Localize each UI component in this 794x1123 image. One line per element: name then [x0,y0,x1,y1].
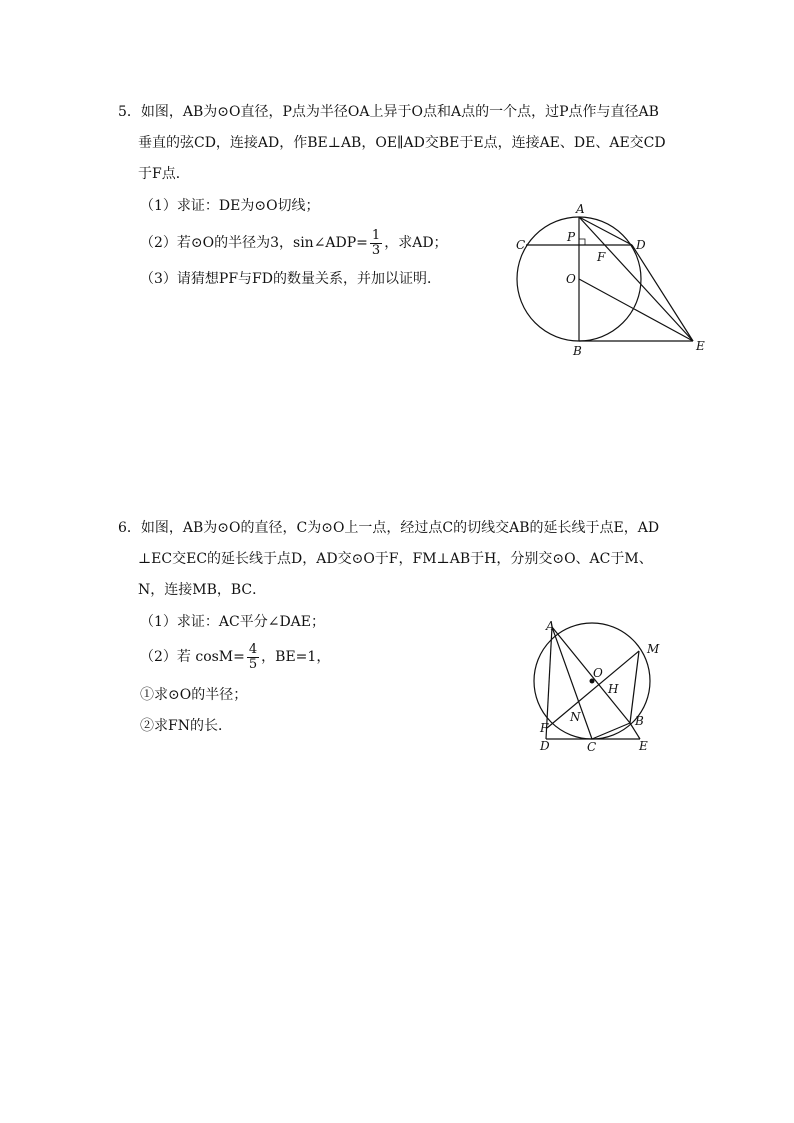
problem6-line2: ⊥EC交EC的延长线于点D，AD交⊙O于F，FM⊥AB于H，分别交⊙O、AC于M、 [138,551,653,567]
problem5-fraction-denominator: 3 [371,242,381,258]
label-m: M [647,642,660,656]
label-e: E [696,339,705,353]
problem6-subquestion1: ①求⊙O的半径； [140,687,248,703]
problem6-question2 [140,640,330,674]
label-d: D [636,238,646,252]
label-n: N [570,710,581,724]
label-c: C [516,238,526,252]
problem5-figure [505,195,725,365]
problem6-fraction-denominator: 5 [248,656,258,672]
problem5-fraction [370,229,382,258]
problem6-line1: 6．如图，AB为⊙O的直径，C为⊙O上一点，经过点C的切线交AB的延长线于点E，AD [118,520,660,536]
problem5-q2-prefix: （2）若⊙O的半径为3，sin∠ADP= [140,235,368,251]
problem5-question3: （3）请猜想PF与FD的数量关系，并加以证明． [140,271,441,287]
right-angle-marker [579,239,585,245]
segment-mb [630,651,639,723]
segment-ad [579,217,632,245]
problem5-line3: 于F点． [138,166,190,182]
problem6-q2-prefix: （2）若 cosM= [140,649,245,665]
segment-de [632,245,693,341]
problem6-fraction [247,643,259,672]
segment-oe [579,279,693,341]
problem6-fraction-numerator: 4 [248,641,258,657]
label-o: O [593,666,603,680]
segment-ae [579,217,693,341]
label-a: A [576,202,585,216]
label-o: O [566,272,576,286]
label-f: F [597,250,606,264]
label-e: E [639,739,648,753]
diameter-ab [552,627,630,723]
problem5-q2-suffix: ，求AD； [384,235,448,251]
label-a: A [546,619,555,633]
segment-bc [592,723,630,739]
problem5-line2: 垂直的弦CD，连接AD，作BE⊥AB，OE∥AD交BE于E点，连接AE、DE、AE交CD [138,135,666,151]
problem6-line3: N，连接MB，BC． [138,582,267,598]
label-b: B [635,714,644,728]
label-c: C [587,740,597,754]
problem5-question1: （1）求证：DE为⊙O切线； [140,198,320,214]
problem6-question1: （1）求证：AC平分∠DAE； [140,614,326,630]
problem5-line1: 5．如图，AB为⊙O直径，P点为半径OA上异于O点和A点的一个点，过P点作与直径AB [118,104,659,120]
label-h: H [608,682,619,696]
problem5-fraction-numerator: 1 [371,227,381,243]
label-b: B [573,344,582,358]
label-p: P [567,230,576,244]
problem6-subquestion2: ②求FN的长． [140,718,232,734]
problem6-q2-suffix: ，BE=1， [261,649,331,665]
problem5-question2 [140,226,448,260]
problem6-figure [530,615,670,755]
label-f: F [540,721,549,735]
label-d: D [540,739,550,753]
